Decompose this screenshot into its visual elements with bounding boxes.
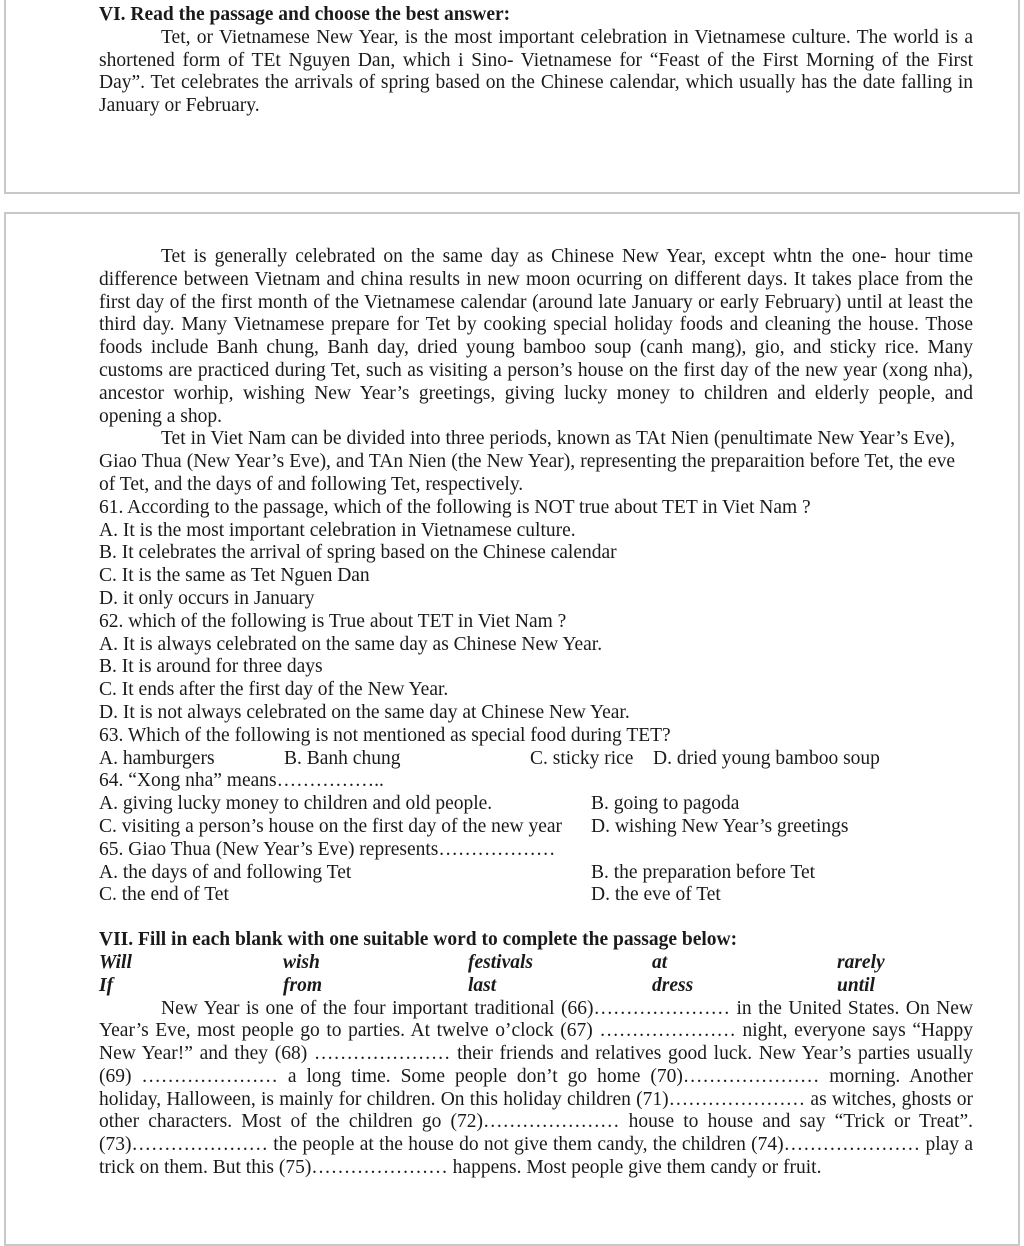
section-6-intro [99,4,973,118]
option-c: C. sticky rice [530,747,634,769]
option-b: B. Banh chung [284,747,401,769]
option-b: B. It is around for three days [99,656,323,678]
question-stem: 61. According to the passage, which of the following is NOT true about TET in Viet Nam ? [99,496,811,518]
options-row [99,748,973,771]
question-stem: 64. “Xong nha” means…………….. [99,770,384,792]
word-bank-item: last [468,974,497,996]
word-bank-item: If [99,974,114,996]
question-stem: 65. Giao Thua (New Year’s Eve) represents……………… [99,838,556,860]
passage-paragraph-2: Tet is generally celebrated on the same day as Chinese New Year, except whtn the one- hour time difference between Vietnam and china results in new moon ocurring on different days. It takes place from the first day of the first month of the Vietnamese calendar (around late January or early February) until at least the third day. Many Vietnamese prepare for Tet by cooking special holiday foods and cleaning the house. Those foods include Banh chung, Banh day, dried young bamboo soup (canh mang), gio, and sticky rice. Many customs are practiced during Tet, such as visiting a person’s house on the first day of the new year (xong nha), ancestor worhip, wishing New Year’s greetings, giving lucky money to children and elderly people, and opening a shop. [99,246,973,427]
option-d: D. It is not always celebrated on the same day at Chinese New Year. [99,701,630,723]
question-stem: 63. Which of the following is not mentioned as special food during TET? [99,724,671,746]
options-row-2 [99,884,973,907]
word-bank-item: at [652,951,668,973]
question-61 [99,497,973,611]
option-a: A. hamburgers [99,747,215,769]
question-stem: 62. which of the following is True about TET in Viet Nam ? [99,610,567,632]
options-row-2 [99,816,973,839]
question-65 [99,839,973,907]
section-6-heading: VI. Read the passage and choose the best answer: [99,4,511,25]
passage-paragraph-3: Tet in Viet Nam can be divided into three periods, known as TAt Nien (penultimate New Year’s Eve), Giao Thua (New Year’s Eve), and TAn Nien (the New Year), representing the preparaition before Tet, the eve of Tet, and the days of and following Tet, respectively. [99,428,955,495]
word-bank-item: Will [99,951,132,973]
option-d: D. it only occurs in January [99,587,315,609]
word-bank-item: until [837,974,875,996]
option-b: B. It celebrates the arrival of spring based on the Chinese calendar [99,542,617,564]
option-a: A. the days of and following Tet [99,861,352,883]
word-bank-row-2 [99,975,973,998]
option-c: C. It is the same as Tet Nguen Dan [99,565,370,587]
word-bank-item: wish [283,951,320,973]
word-bank-item: festivals [468,951,533,973]
options-row-1 [99,793,973,816]
option-a: A. giving lucky money to children and old people. [99,793,493,815]
word-bank-item: rarely [837,951,885,973]
option-d: D. dried young bamboo soup [653,747,880,769]
options-row-1 [99,862,973,885]
word-bank-item: from [283,974,322,996]
word-bank-item: dress [652,974,694,996]
fill-in-passage: New Year is one of the four important traditional (66)………………… in the United States. On New Year’s Eve, most people go to parties. At twelve o’clock (67) ………………… night, everyone says “Happy New Year!” and they (68) ………………… their friends and relatives good luck. New Year’s parties usually (69) ………………… a long time. Some people don’t go home (70)………………… morning. Another holiday, Halloween, is mainly for children. On this holiday children (71)………………… as witches, ghosts or other characters. Most of the children go (72)………………… house to house and say “Trick or Treat”. (73)………………… the people at the house do not give them candy, the children (74)………………… play a trick on them. But this (75)………………… happens. Most people give them candy or fruit. [99,997,973,1179]
section-7-heading: VII. Fill in each blank with one suitable word to complete the passage below: [99,929,738,951]
passage-paragraph-1: Tet, or Vietnamese New Year, is the most important celebration in Vietnamese culture. The world is a shortened form of TEt Nguyen Dan, which i Sino- Vietnamese for “Feast of the First Morning of the First Day”. Tet celebrates the arrivals of spring based on the Chinese calendar, which usually has the date falling in January or February. [99,26,973,117]
option-c: C. visiting a person’s house on the first day of the new year [99,815,563,837]
option-d: D. the eve of Tet [591,884,721,906]
word-bank-row-1 [99,952,973,975]
option-c: C. the end of Tet [99,884,229,906]
option-a: A. It is always celebrated on the same day as Chinese New Year. [99,633,603,655]
option-d: D. wishing New Year’s greetings [591,815,849,837]
section-6-body [99,246,973,1180]
question-64 [99,770,973,838]
question-62 [99,611,973,725]
option-b: B. going to pagoda [591,793,740,815]
option-b: B. the preparation before Tet [591,861,816,883]
option-c: C. It ends after the first day of the New Year. [99,679,449,701]
question-63 [99,725,973,771]
option-a: A. It is the most important celebration in Vietnamese culture. [99,519,576,541]
